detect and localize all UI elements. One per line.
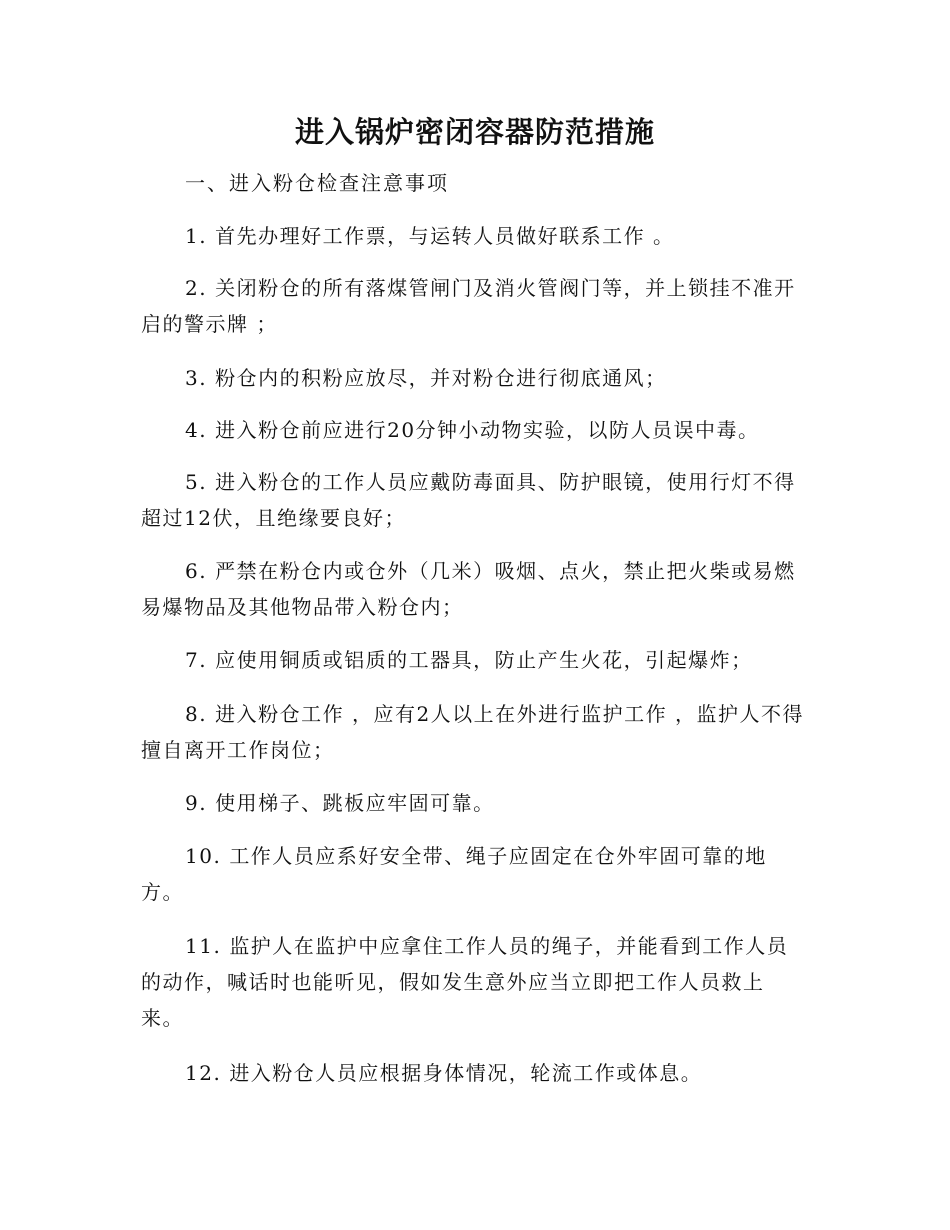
item-number: 7.: [185, 648, 208, 672]
item-number: 12.: [185, 1061, 222, 1085]
list-item-6: [141, 553, 806, 625]
item-number: 8.: [185, 702, 208, 726]
list-item-8: [141, 696, 806, 768]
item-number: 6.: [185, 559, 208, 583]
item-text: 使用梯子、跳板应牢固可靠。: [215, 791, 495, 815]
item-text: 进入粉仓工作 ，应有2人以上在外进行监护工作 ，监护人不得擅自离开工作岗位；: [141, 702, 805, 762]
item-text: 首先办理好工作票，与运转人员做好联系工作 。: [215, 224, 675, 248]
list-item-4: [141, 412, 806, 448]
page-title: 进入锅炉密闭容器防范措施: [294, 115, 655, 149]
list-item-7: [141, 642, 806, 678]
item-text: 监护人在监护中应拿住工作人员的绳子，并能看到工作人员的动作，喊话时也能听见，假如发生意外应当立即把工作人员救上来。: [141, 934, 789, 1030]
item-text: 应使用铜质或铝质的工器具，防止产生火花，引起爆炸；: [215, 648, 753, 672]
item-number: 2.: [185, 276, 208, 300]
list-item-12: [141, 1055, 806, 1091]
list-item-3: [141, 360, 806, 396]
item-text: 进入粉仓人员应根据身体情况，轮流工作或体息。: [229, 1061, 703, 1085]
item-text: 粉仓内的积粉应放尽，并对粉仓进行彻底通风；: [215, 366, 667, 390]
list-item-10: [141, 838, 806, 910]
list-item-9: [141, 785, 806, 821]
list-item-11: [141, 928, 806, 1036]
list-item-1: [141, 218, 806, 254]
list-item-5: [141, 464, 806, 536]
item-number: 3.: [185, 366, 208, 390]
item-text: 严禁在粉仓内或仓外（几米）吸烟、点火，禁止把火柴或易燃易爆物品及其他物品带入粉仓内；: [141, 559, 796, 619]
item-number: 11.: [185, 934, 222, 958]
item-text: 关闭粉仓的所有落煤管闸门及消火管阀门等，并上锁挂不准开启的警示牌 ；: [141, 276, 796, 336]
item-number: 4.: [185, 418, 208, 442]
item-number: 10.: [185, 844, 222, 868]
item-number: 9.: [185, 791, 208, 815]
item-text: 进入粉仓前应进行20分钟小动物实验，以防人员误中毒。: [215, 418, 760, 442]
item-number: 5.: [185, 470, 208, 494]
section-heading: 一、进入粉仓检查注意事项: [185, 171, 449, 195]
list-item-2: [141, 270, 806, 342]
item-text: 工作人员应系好安全带、绳子应固定在仓外牢固可靠的地方。: [141, 844, 767, 904]
item-text: 进入粉仓的工作人员应戴防毒面具、防护眼镜，使用行灯不得超过12伏，且绝缘要良好；: [141, 470, 796, 530]
item-number: 1.: [185, 224, 208, 248]
